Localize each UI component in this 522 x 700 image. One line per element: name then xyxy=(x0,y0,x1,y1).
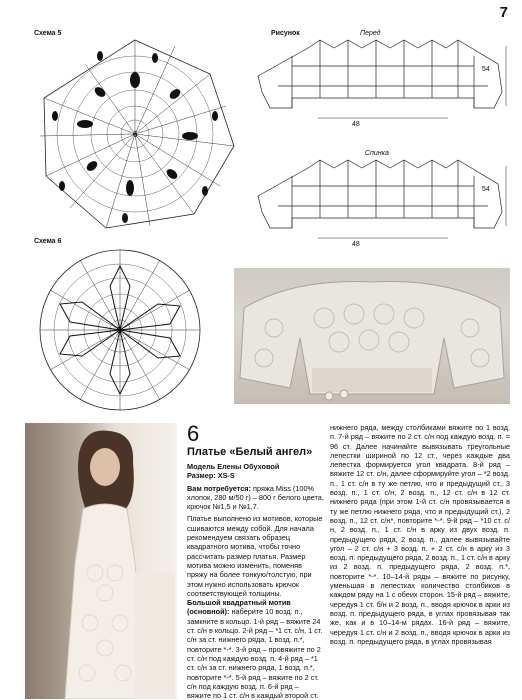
dress-model-photo xyxy=(25,423,177,699)
intro-paragraph: Платье выполнено из мотивов, которые сшиваются между собой. Для начала рекомендуем связать образец квадратного мотива, чтобы точно рассчитать размер платья. Размер мотива можно изменить, поменяв пряжу на более тонкую/толстую, при этом нужно использовать крючок соответствующей толщины. xyxy=(187,514,323,598)
back-hexagon-layout xyxy=(248,156,512,256)
back-width-dim: 48 xyxy=(352,241,360,248)
back-label: Спинка xyxy=(365,150,389,157)
article-column-left xyxy=(187,423,324,700)
page-number: 7 xyxy=(499,4,508,21)
article-model: Модель Елены Обуховой xyxy=(187,462,280,471)
scheme6-center-mark: 5 xyxy=(117,326,122,335)
scheme5-center-mark: 6 xyxy=(133,130,138,139)
materials-paragraph xyxy=(187,484,324,512)
article-number: 6 xyxy=(187,421,200,446)
sweater-photo xyxy=(234,268,510,404)
motif-label: Большой квадратный мотив (основной): xyxy=(187,598,291,617)
back-height-dim: 54 xyxy=(482,186,490,193)
materials-label: Вам потребуется: xyxy=(187,483,251,493)
front-hexagon-layout xyxy=(248,36,512,136)
motif-text: наберите 10 возд. п., замкните в кольцо. 1-й ряд – вяжите 24 ст. с/н в кольцо. 2-й ряд – *1 ст. с/н, 1 ст. с/н за ст. нижнего ряда, 1 возд. п.*, повторите *-*. 3-й ряд – провяжите по 2 ст. с/н под каждую возд. п. 4-й ряд – *1 ст. с/н за ст. нижнего ряда, 1 возд. п.*, повторите *-*. 5-й ряд – вяжите по 2 ст. с/н под каждую возд. п. 6-й ряд – вяжите по 1 ст. с/н в каждый второй ст. xyxy=(187,607,323,700)
materials-text: пряжа Miss (100% хлопок, 280 м/50 г) – 800 г белого цвета, крючок №1,5 и №1,7. xyxy=(187,483,324,512)
article-title: Платье «Белый ангел» xyxy=(187,446,313,458)
drawing-label: Рисунок xyxy=(271,30,300,37)
scheme6-diagram xyxy=(30,246,210,416)
article-column-right: нижнего ряда, между столбиками вяжите по 1 возд. п. 7-й ряд – вяжите по 2 ст. с/н под каждую возд. п. = 96 ст. Далее начинайте вывязывать треугольные лепестки шириной по 12 ст., через каждые два лепестка формируется угол квадрата. 8-й ряд – вяжите 12 ст. с/н, далее сформируйте угол – *2 возд. п., 1 ст. с/н в ту же петлю, что и предыдущий ст., 3 возд. п., 1 ст. с/н, 2 возд. п., 12 ст. с/н в 12 ст. нижнего ряда (при этом 1-й ст. с/н провязывается в ту же петлю нижнего ряда, что и предыдущий ст.), 2 возд. п., 12 ст. с/н*, повторите *-*. 9-й ряд – *10 ст. с/н, 2 возд. п., 1 ст. с/н в арку из двух возд. п. предыдущего ряда, 2 возд. п., далее вывязывайте угол – 2 ст. с/н + 3 возд. п. + 2 ст. с/н в арку из 3 возд. п. предыдущего ряда, 2 возд. п., 1 ст. с/н в арку из 2 возд. п. предыдущего ряда, 2 возд. п.*, повторите *-*. 10–14-й ряды – вяжите по рисунку, уменьшая в лепестках количество столбиков в каждом ряду на 1 с обеих сторон. 15-й ряд – вяжите, чередуя 1 ст. б/н и 2 возд. п., вводя крючок в арки из возд. п. предыдущего ряда, в углах провязывая так же, как и в 10–14-м рядах. 16-й ряд – вяжите, чередуя 1 ст. с/н и 2 возд. п., вводя крючок в арки из возд. п. предыдущего ряда, в углах провязывая xyxy=(330,423,510,646)
front-label: Перед xyxy=(360,30,381,37)
scheme5-diagram xyxy=(30,36,240,236)
scheme5-label: Схема 5 xyxy=(34,30,62,37)
scheme6-label: Схема 6 xyxy=(34,238,62,245)
front-width-dim: 48 xyxy=(352,121,360,128)
front-height-dim: 54 xyxy=(482,66,490,73)
motif-paragraph xyxy=(187,598,324,700)
article-size: Размер: XS-S xyxy=(187,471,235,481)
